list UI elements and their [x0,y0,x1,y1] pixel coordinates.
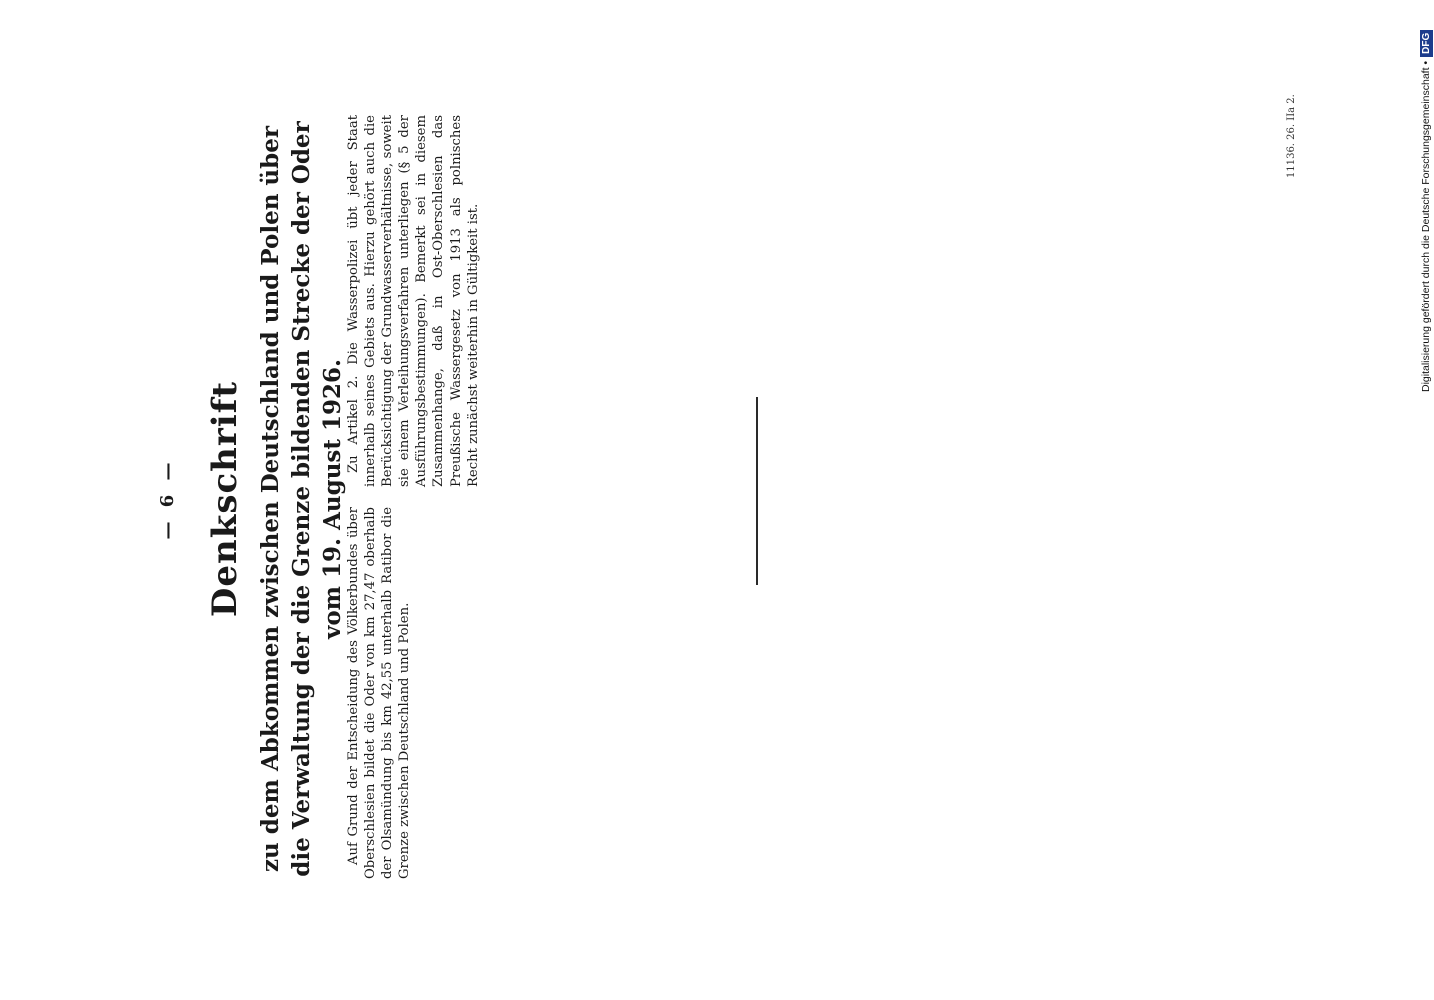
right-paragraph-1: Zu Artikel 2. Die Wasserpolizei übt jeder Staat innerhalb seines Gebiets aus. Hierzu gehört auch die Berücksichtigung der Grundwasserverhältnisse, soweit sie einem Verleihungsverfahren unterliegen (§ 5 der Ausführungsbestimmungen). Bemerkt sei in diesem Zusammenhange, daß in Ost-Oberschlesien das Preußische Wassergesetz von 1913 als polnisches Recht zunächst weiterhin in Gültigkeit ist. [346,115,481,487]
document-subtitle: zu dem Abkommen zwischen Deutschland und Polen über die Verwaltung der die Grenze bildenden Strecke der Oder vom 19. August 1926. [257,121,346,877]
document-heading: Denkschrift [205,380,245,618]
digitization-credit [1420,30,1433,392]
column-end-rule [756,397,758,585]
dfg-logo: DFG [1420,30,1433,57]
print-code-text: 11136. 26. IIa 2. [1286,94,1297,178]
digitization-credit-text: Digitalisierung gefördert durch die Deutsche Forschungsgemeinschaft • [1420,60,1432,392]
print-code [1286,94,1297,178]
rotated-document-page [157,89,677,909]
left-text-column [345,507,413,879]
page-number: — 6 — [157,458,178,540]
right-text-column [345,115,482,487]
left-paragraph-1: Auf Grund der Entscheidung des Völkerbundes über Oberschlesien bildet die Oder von km 27,47 oberhalb der Olsamündung bis km 42,55 unterhalb Ratibor die Grenze zwischen Deutschland und Polen. [346,507,413,879]
